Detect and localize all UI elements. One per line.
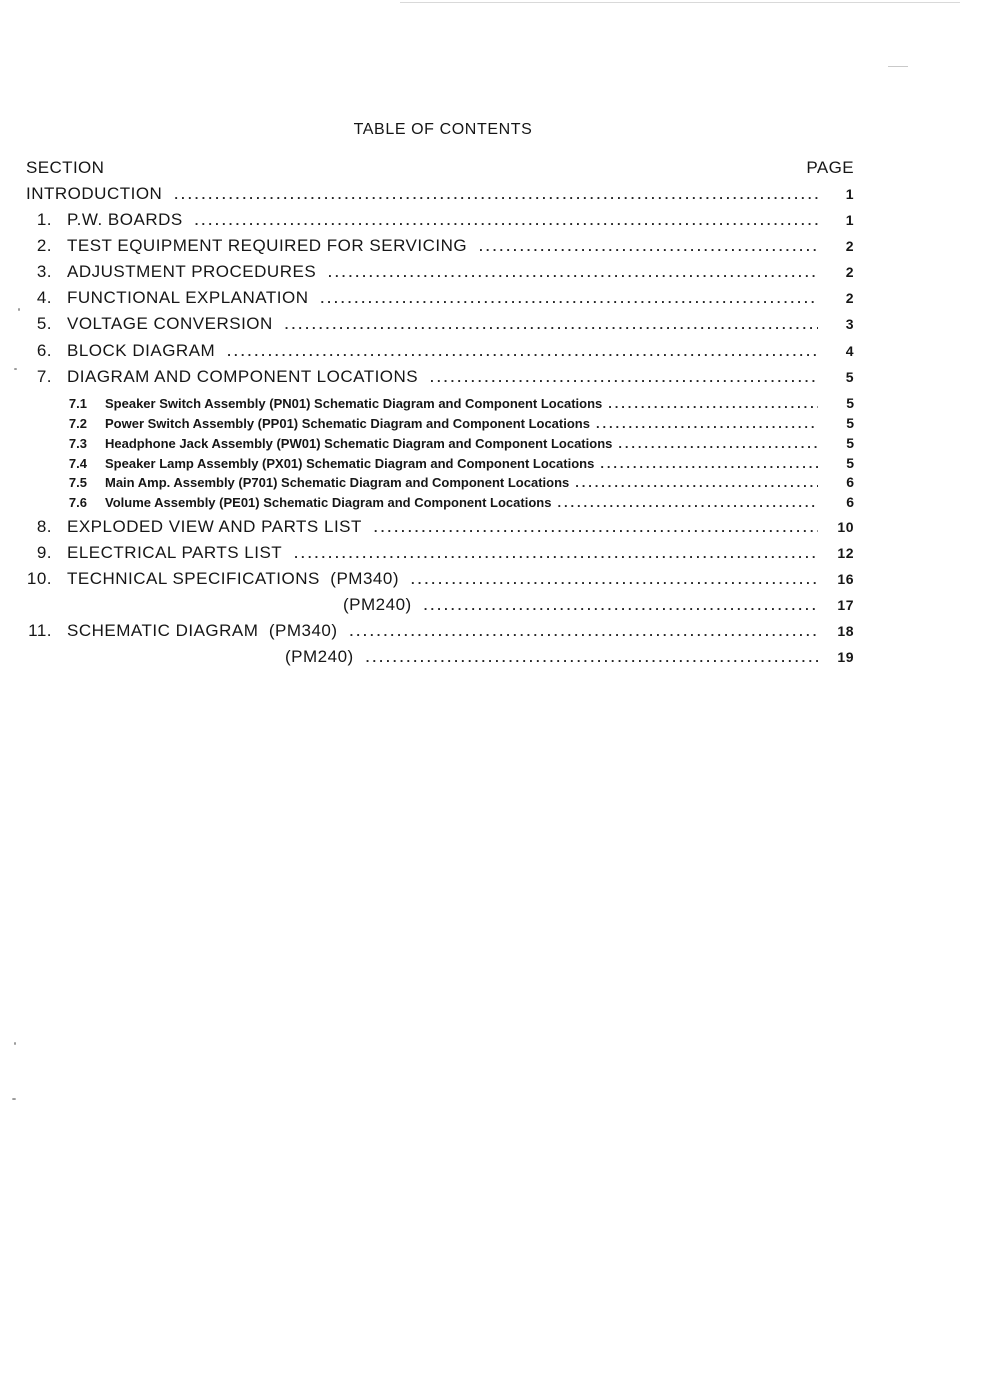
toc-subentry-7-1[interactable]: [0, 395, 992, 413]
toc-entry-title: TECHNICAL SPECIFICATIONS (PM340): [67, 569, 399, 588]
section-column-header: SECTION: [26, 158, 105, 177]
toc-entry-number: 7.1: [68, 396, 87, 411]
toc-entry-10[interactable]: [0, 569, 992, 593]
toc-entry-7[interactable]: [0, 367, 992, 391]
toc-entry-introduction[interactable]: [0, 184, 992, 208]
toc-entry-11[interactable]: [0, 621, 992, 645]
toc-entry-number: 6.: [36, 341, 52, 360]
page-column-header: PAGE: [806, 158, 854, 177]
toc-entry-9[interactable]: [0, 543, 992, 567]
toc-subentry-7-6[interactable]: [0, 494, 992, 512]
toc-entry-title: ADJUSTMENT PROCEDURES: [67, 262, 317, 281]
dot-leader: [618, 436, 818, 451]
toc-entry-number: 7.5: [68, 475, 87, 490]
toc-entry-page: 12: [837, 545, 854, 561]
toc-subentry-7-5[interactable]: [0, 474, 992, 492]
toc-entry-title: (PM240): [285, 647, 354, 666]
toc-entry-page: 10: [837, 519, 854, 535]
toc-entry-number: 7.2: [68, 416, 87, 431]
toc-entry-title: P.W. BOARDS: [67, 210, 183, 229]
scan-speck: [888, 66, 908, 67]
scan-speck: [12, 1098, 16, 1100]
toc-entry-number: 7.6: [68, 495, 87, 510]
toc-entry-8[interactable]: [0, 517, 992, 541]
toc-entry-title: Main Amp. Assembly (P701) Schematic Diagram and Component Locations: [105, 475, 570, 490]
toc-entry-number: 10.: [26, 569, 52, 588]
dot-leader: [596, 416, 818, 431]
toc-entry-number: 11.: [28, 621, 52, 640]
toc-entry-page: 3: [845, 316, 854, 332]
toc-entry-number: 7.3: [68, 436, 87, 451]
toc-entry-number: 7.4: [68, 456, 87, 471]
toc-entry-title: Power Switch Assembly (PP01) Schematic Diagram and Component Locations: [105, 416, 590, 431]
toc-entry-page: 5: [846, 415, 854, 431]
toc-entry-page: 1: [845, 186, 854, 202]
toc-subentry-7-3[interactable]: [0, 435, 992, 453]
toc-entry-11-continued[interactable]: [0, 647, 992, 671]
toc-entry-title: (PM240): [343, 595, 412, 614]
toc-entry-title: DIAGRAM AND COMPONENT LOCATIONS: [67, 367, 419, 386]
toc-entry-title: ELECTRICAL PARTS LIST: [67, 543, 283, 562]
dot-leader: [608, 396, 818, 411]
toc-entry-number: 5.: [36, 314, 52, 333]
scan-speck: [14, 1042, 16, 1045]
dot-leader: [227, 344, 818, 359]
dot-leader: [600, 456, 818, 471]
toc-entry-page: 6: [846, 474, 854, 490]
dot-leader: [328, 265, 818, 280]
dot-leader: [479, 239, 818, 254]
toc-entry-title: SCHEMATIC DIAGRAM (PM340): [67, 621, 338, 640]
toc-entry-page: 5: [846, 455, 854, 471]
toc-entry-title: EXPLODED VIEW AND PARTS LIST: [67, 517, 362, 536]
toc-entry-number: 2.: [36, 236, 52, 255]
toc-entry-page: 2: [845, 290, 854, 306]
dot-leader: [294, 546, 818, 561]
toc-entry-page: 1: [845, 212, 854, 228]
toc-entry-page: 17: [837, 597, 854, 613]
toc-subentry-7-2[interactable]: [0, 415, 992, 433]
dot-leader: [174, 187, 818, 202]
toc-entry-number: 9.: [36, 543, 52, 562]
dot-leader: [374, 520, 818, 535]
toc-entry-title: TEST EQUIPMENT REQUIRED FOR SERVICING: [67, 236, 468, 255]
toc-entry-page: 5: [846, 395, 854, 411]
dot-leader: [195, 213, 818, 228]
scan-speck: [14, 368, 17, 370]
toc-entry-5[interactable]: [0, 314, 992, 338]
toc-entry-number: 7.: [36, 367, 52, 386]
dot-leader: [424, 598, 818, 613]
toc-entry-6[interactable]: [0, 341, 992, 365]
toc-subentry-7-4[interactable]: [0, 455, 992, 473]
toc-entry-page: 5: [845, 369, 854, 385]
dot-leader: [411, 572, 818, 587]
toc-entry-page: 2: [845, 238, 854, 254]
toc-entry-page: 5: [846, 435, 854, 451]
toc-entry-page: 2: [845, 264, 854, 280]
toc-entry-title: Speaker Switch Assembly (PN01) Schematic Diagram and Component Locations: [105, 396, 603, 411]
toc-entry-3[interactable]: [0, 262, 992, 286]
dot-leader: [557, 495, 818, 510]
dot-leader: [366, 650, 818, 665]
toc-entry-page: 19: [837, 649, 854, 665]
dot-leader: [430, 370, 818, 385]
toc-entry-page: 18: [837, 623, 854, 639]
toc-entry-4[interactable]: [0, 288, 992, 312]
scan-speck: [18, 308, 20, 311]
toc-entry-number: 8.: [36, 517, 52, 536]
toc-entry-title: Speaker Lamp Assembly (PX01) Schematic Diagram and Component Locations: [105, 456, 595, 471]
toc-entry-title: BLOCK DIAGRAM: [67, 341, 216, 360]
toc-entry-2[interactable]: [0, 236, 992, 260]
toc-entry-page: 6: [846, 494, 854, 510]
dot-leader: [320, 291, 818, 306]
toc-entry-number: 3.: [36, 262, 52, 281]
dot-leader: [285, 317, 818, 332]
dot-leader: [350, 624, 818, 639]
toc-entry-number: 4.: [36, 288, 52, 307]
scan-speck: [400, 2, 960, 3]
page-title: TABLE OF CONTENTS: [353, 121, 533, 138]
toc-entry-number: 1.: [36, 210, 52, 229]
toc-entry-page: 16: [837, 571, 854, 587]
toc-entry-title: INTRODUCTION: [26, 184, 163, 203]
toc-entry-title: Volume Assembly (PE01) Schematic Diagram and Component Locations: [105, 495, 552, 510]
toc-entry-10-continued[interactable]: [0, 595, 992, 619]
toc-entry-title: Headphone Jack Assembly (PW01) Schematic Diagram and Component Locations: [105, 436, 613, 451]
toc-entry-page: 4: [845, 343, 854, 359]
toc-entry-title: FUNCTIONAL EXPLANATION: [67, 288, 309, 307]
dot-leader: [575, 475, 818, 490]
toc-entry-title: VOLTAGE CONVERSION: [67, 314, 273, 333]
toc-entry-1[interactable]: [0, 210, 992, 234]
